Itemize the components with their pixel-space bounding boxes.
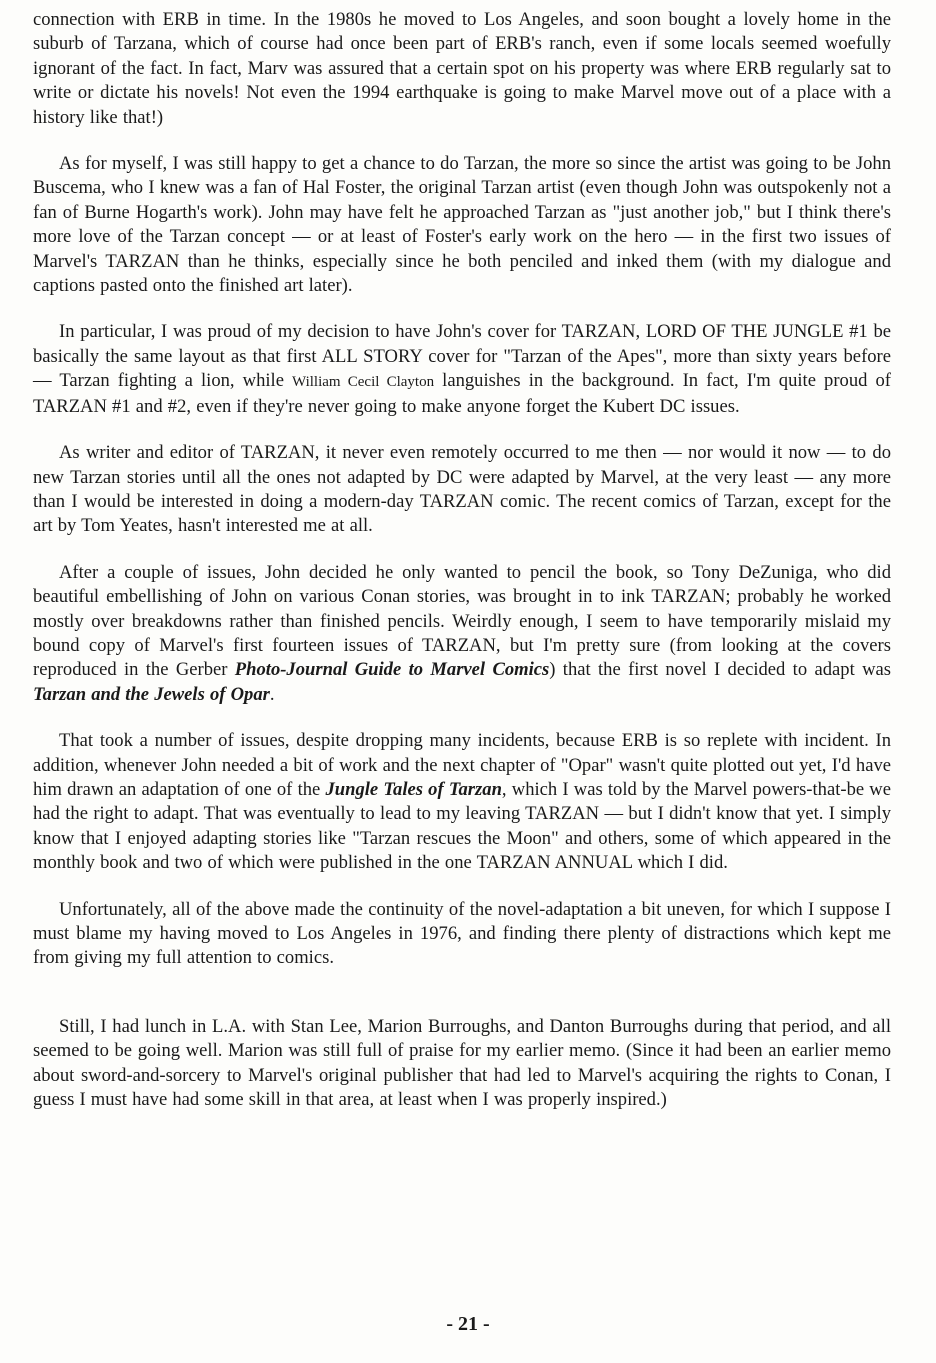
paragraph-text: As writer and editor of TARZAN, it never even remotely occurred to me then — nor would it now — to do new Tarzan stories until all the ones not adapted by DC were adapted by Marvel, at the very least — any more than I would be interested in doing a modern-day TARZAN comic. The recent comics of Tarzan, except for the art by Tom Yeates, hasn't interested me at all. — [33, 442, 891, 537]
paragraph-text: After a couple of issues, John decided he only wanted to pencil the book, so Tony DeZuniga, who did beautiful embellishing of John on various Conan stories, was brought in to ink TARZAN; probably he worked mostly over breakdowns rather than finished pencils. Weirdly enough, I seem to have temporarily mislaid my bound copy of Marvel's first fourteen issues of TARZAN, but I'm pretty sure (from looking at the covers reproduced in the Gerber — [33, 561, 891, 681]
book-title: Photo-Journal Guide to Marvel Comics — [234, 659, 550, 681]
paragraph-text: ) that the first novel I decided to adapt was — [549, 659, 891, 681]
body-text — [33, 8, 891, 1134]
paragraph-text: Still, I had lunch in L.A. with Stan Lee, Marion Burroughs, and Danton Burroughs during that period, and all seemed to be going well. Marion was still full of praise for my earlier memo. (Since it had been an earlier memo about sword-and-sorcery to Marvel's original publisher that had led to Marvel's acquiring the rights to Conan, I guess I must have had some skill in that area, at least when I was properly inspired.) — [33, 1015, 891, 1111]
paragraph-text: In particular, I was proud of my decision to have John's cover for TARZAN, LORD OF THE JUNGLE #1 be basically the same layout as that first ALL STORY cover for "Tarzan of the Apes", more than sixty years before — Tarzan fighting a lion, while — [33, 321, 891, 392]
paragraph-text: That took a number of issues, despite dropping many incidents, because ERB is so replete with incident. In addition, whenever John needed a bit of work and the next chapter of "Opar" wasn't quite plotted out yet, I'd have him drawn an adaptation of one of the — [33, 730, 891, 800]
paragraph — [33, 561, 891, 707]
book-title: Tarzan and the Jewels of Opar — [33, 683, 270, 705]
page-number: - 21 - — [446, 1313, 490, 1335]
paragraph — [33, 898, 891, 971]
paragraph — [33, 441, 891, 539]
paragraph — [33, 729, 891, 875]
paragraph-text: , which I was told by the Marvel powers-that-be we had the right to adapt. That was eventually to lead to my leaving TARZAN — but I didn't know that yet. I simply know that I enjoyed adapting stories like "Tarzan rescues the Moon" and others, some of which appeared in the monthly book and two of which were published in the one TARZAN ANNUAL which I did. — [33, 778, 891, 874]
paragraph — [33, 1015, 891, 1113]
paragraph-text: . — [269, 683, 275, 705]
paragraph-text: As for myself, I was still happy to get a chance to do Tarzan, the more so since the artist was going to be John Buscema, who I knew was a fan of Hal Foster, the original Tarzan artist (even though John was outspokenly not a fan of Burne Hogarth's work). John may have felt he approached Tarzan as "just another job," but I think there's more love of the Tarzan concept — or at least of Foster's early work on the hero — in the first two issues of Marvel's TARZAN than he thinks, especially since he both penciled and inked them (with my dialogue and captions pasted onto the finished art later). — [33, 153, 891, 297]
paragraph — [33, 320, 891, 419]
paragraph — [33, 152, 891, 298]
paragraph — [33, 8, 891, 130]
character-name: William Cecil Clayton — [292, 374, 435, 391]
paragraph-text: connection with ERB in time. In the 1980s he moved to Los Angeles, and soon bought a lovely home in the suburb of Tarzana, which of course had once been part of ERB's ranch, even if some locals seemed woefully ignorant of the fact. In fact, Marv was assured that a certain spot on his property was where ERB regularly sat to write or dictate his novels! Not even the 1994 earthquake is going to make Marvel move out of a place with a history like that!) — [33, 9, 891, 128]
paragraph-text: Unfortunately, all of the above made the continuity of the novel-adaptation a bit uneven, for which I suppose I must blame my having moved to Los Angeles in 1976, and finding there plenty of distractions which kept me from giving my full attention to comics. — [33, 898, 891, 969]
paragraph-text: languishes in the background. In fact, I'm quite proud of TARZAN #1 and #2, even if they're never going to make anyone forget the Kubert DC issues. — [33, 370, 891, 417]
book-title: Jungle Tales of Tarzan — [325, 778, 502, 800]
